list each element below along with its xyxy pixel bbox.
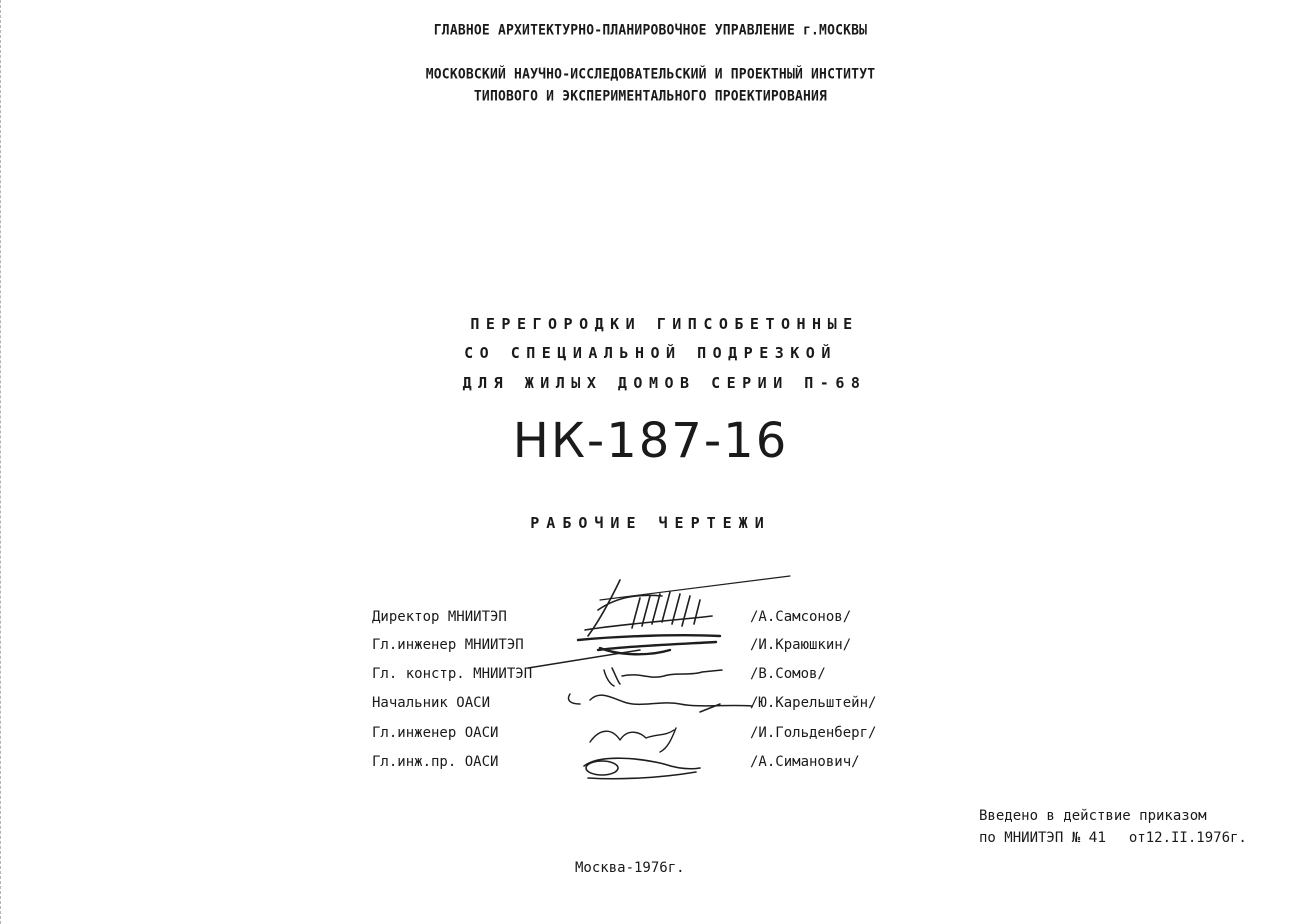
signature-director [585,576,790,636]
order-prefix: по МНИИТЭП № [979,830,1081,846]
signatory-name: /И.Краюшкин/ [750,637,852,653]
signature-chief-engineer [578,635,720,654]
signatory-name: /В.Сомов/ [750,666,826,682]
signature-chief-designer [528,650,722,686]
signatory-position: Гл.инж.пр. ОАСИ [372,754,499,770]
signatory-name: /Ю.Карельштейн/ [750,695,877,711]
signature-chief-project-engineer [584,758,700,779]
title-line2: СО СПЕЦИАЛЬНОЙ ПОДРЕЗКОЙ [464,344,837,362]
order-date-prefix: от [1128,830,1146,846]
signatory-name: /А.Симанович/ [750,754,860,770]
order-line2 [979,830,1247,846]
signature-chief-engineer-oasi [590,728,676,752]
signatory-position: Директор МНИИТЭП [372,609,507,625]
document-code: НК-187-16 [512,413,789,469]
institute-heading-line2: ТИПОВОГО И ЭКСПЕРИМЕНТАЛЬНОГО ПРОЕКТИРОВАНИЯ [473,88,828,105]
order-line1: Введено в действие приказом [979,808,1207,824]
org-main-heading: ГЛАВНОЕ АРХИТЕКТУРНО-ПЛАНИРОВОЧНОЕ УПРАВЛЕНИЕ г.МОСКВЫ [433,22,868,39]
city-year: Москва-1976г. [575,860,685,876]
order-number: 41 [1088,830,1107,846]
title-line1: ПЕРЕГОРОДКИ ГИПСОБЕТОННЫЕ [470,315,859,333]
signatory-position: Гл.инженер МНИИТЭП [372,637,524,653]
signature-head-oasi [568,694,752,712]
signatory-name: /А.Самсонов/ [750,609,852,625]
signatory-position: Начальник ОАСИ [372,695,491,711]
document-subtitle: РАБОЧИЕ ЧЕРТЕЖИ [530,514,771,532]
order-date: 12.II.1976г. [1145,830,1247,846]
signatory-position: Гл.инженер ОАСИ [372,725,499,741]
signatory-name: /И.Гольденберг/ [750,725,877,741]
title-line3: ДЛЯ ЖИЛЫХ ДОМОВ СЕРИИ П-68 [462,374,867,392]
signatory-position: Гл. констр. МНИИТЭП [372,666,533,682]
institute-heading-line1: МОСКОВСКИЙ НАУЧНО-ИССЛЕДОВАТЕЛЬСКИЙ И ПРОЕКТНЫЙ ИНСТИТУТ [425,66,876,83]
